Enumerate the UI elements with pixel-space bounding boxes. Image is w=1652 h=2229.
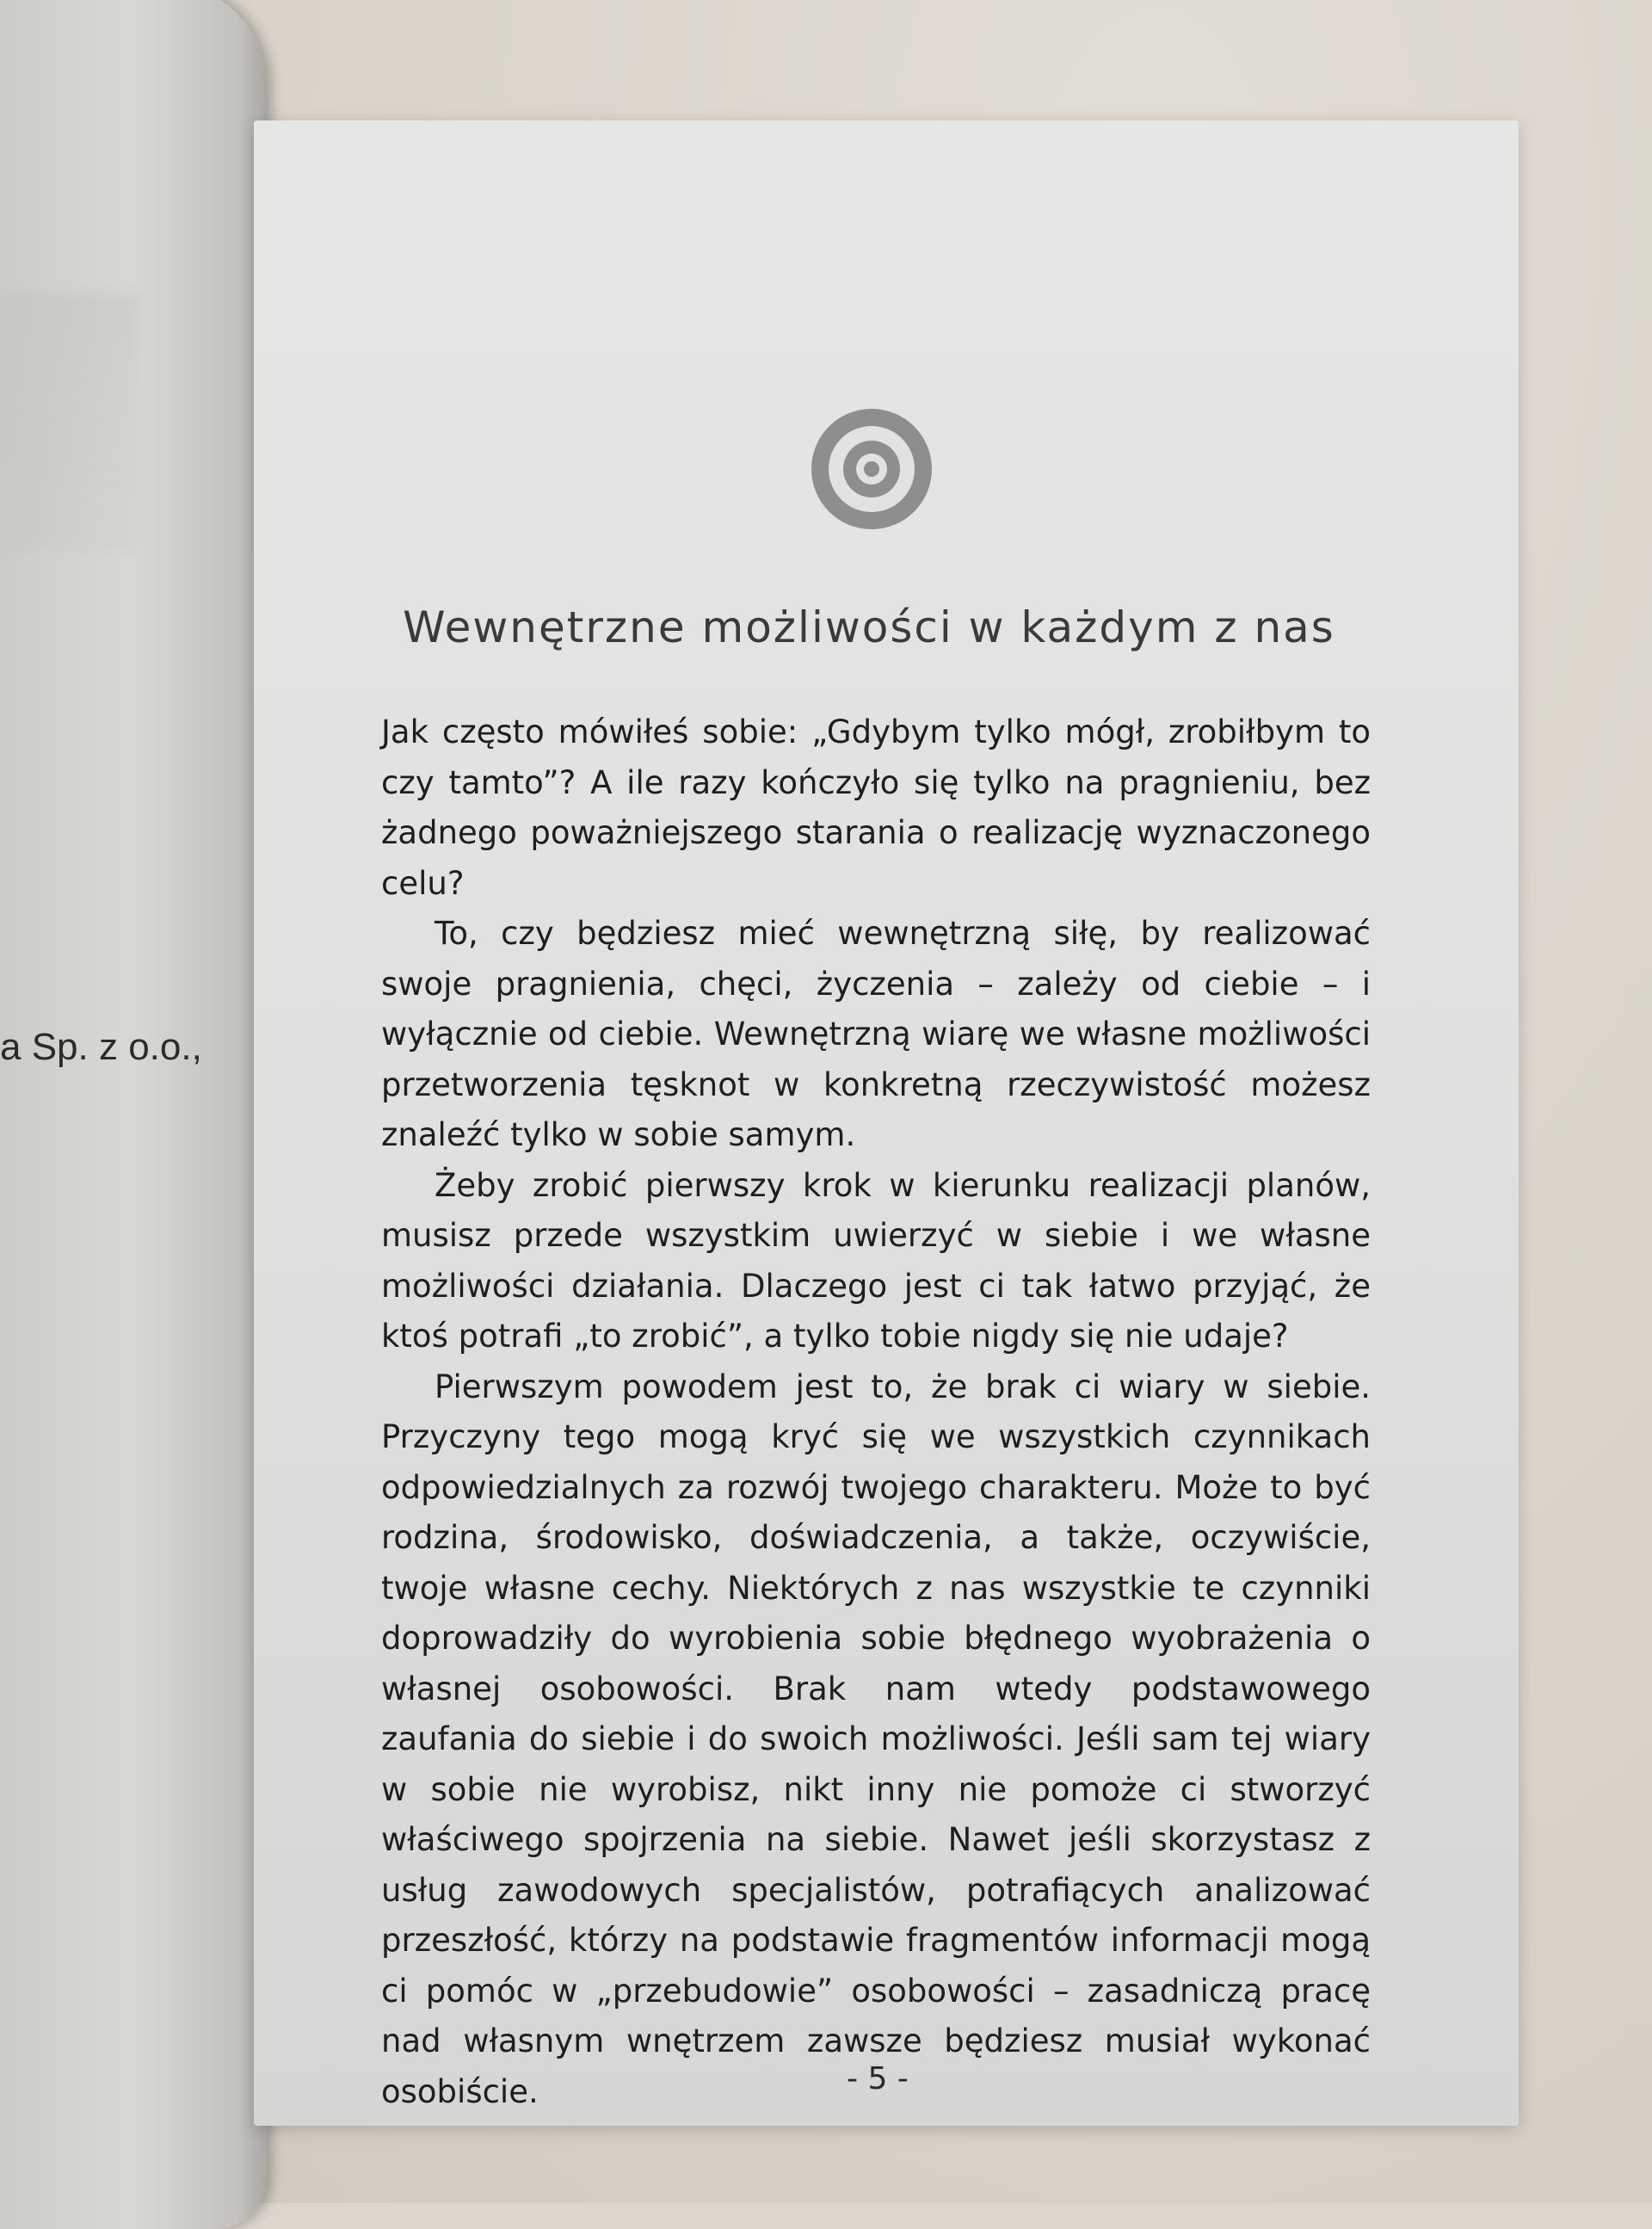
- show-through-print: [0, 293, 138, 551]
- paragraph-1: Jak często mówiłeś sobie: „Gdybym tylko mógł, zrobiłbym to czy tamto”? A ile razy kończyło się tylko na pragnieniu, bez żadnego poważniejszego starania o realizację wyznaczonego celu?: [381, 713, 1371, 902]
- left-page: [0, 0, 267, 2229]
- chapter-title: Wewnętrzne możliwości w każdym z nas: [403, 602, 1335, 652]
- left-page-text-fragment: a Sp. z o.o.,: [0, 1026, 202, 1068]
- target-icon: [811, 408, 933, 530]
- paragraph-4: Pierwszym powodem jest to, że brak ci wiary w siebie. Przyczyny tego mogą kryć się we wszystkich czynnikach odpowiedzialnych za rozwój twojego charakteru. Może to być rodzina, środowisko, doświadczenia, a także, oczywiście, twoje własne cechy. Niektórych z nas wszystkie te czynniki doprowadziły do wyrobienia sobie błędnego wyobrażenia o własnej osobowości. Brak nam wtedy podstawowego zaufania do siebie i do swoich możliwości. Jeśli sam tej wiary w sobie nie wyrobisz, nikt inny nie pomoże ci stworzyć właściwego spojrzenia na siebie. Nawet jeśli skorzystasz z usług zawodowych specjalistów, potrafiących analizować przeszłość, którzy na podstawie fragmentów informacji mogą ci pomóc w „przebudowie” osobowości – zasadniczą pracę nad własnym wnętrzem zawsze będziesz musiał wykonać osobiście.: [381, 1368, 1371, 2110]
- page-number: - 5 -: [847, 2061, 909, 2096]
- body-text: [381, 707, 1371, 2117]
- paragraph-2: To, czy będziesz mieć wewnętrzną siłę, by realizować swoje pragnienia, chęci, życzenia – zależy od ciebie – i wyłącznie od ciebie. Wewnętrzną wiarę we własne możliwości przetworzenia tęsknot w konkretną rzeczywistość możesz znaleźć tylko w sobie samym.: [381, 915, 1371, 1153]
- paragraph-3: Żeby zrobić pierwszy krok w kierunku realizacji planów, musisz przede wszystkim uwierzyć w siebie i we własne możliwości działania. Dlaczego jest ci tak łatwo przyjąć, że ktoś potrafi „to zrobić”, a tylko tobie nigdy się nie udaje?: [381, 1166, 1371, 1355]
